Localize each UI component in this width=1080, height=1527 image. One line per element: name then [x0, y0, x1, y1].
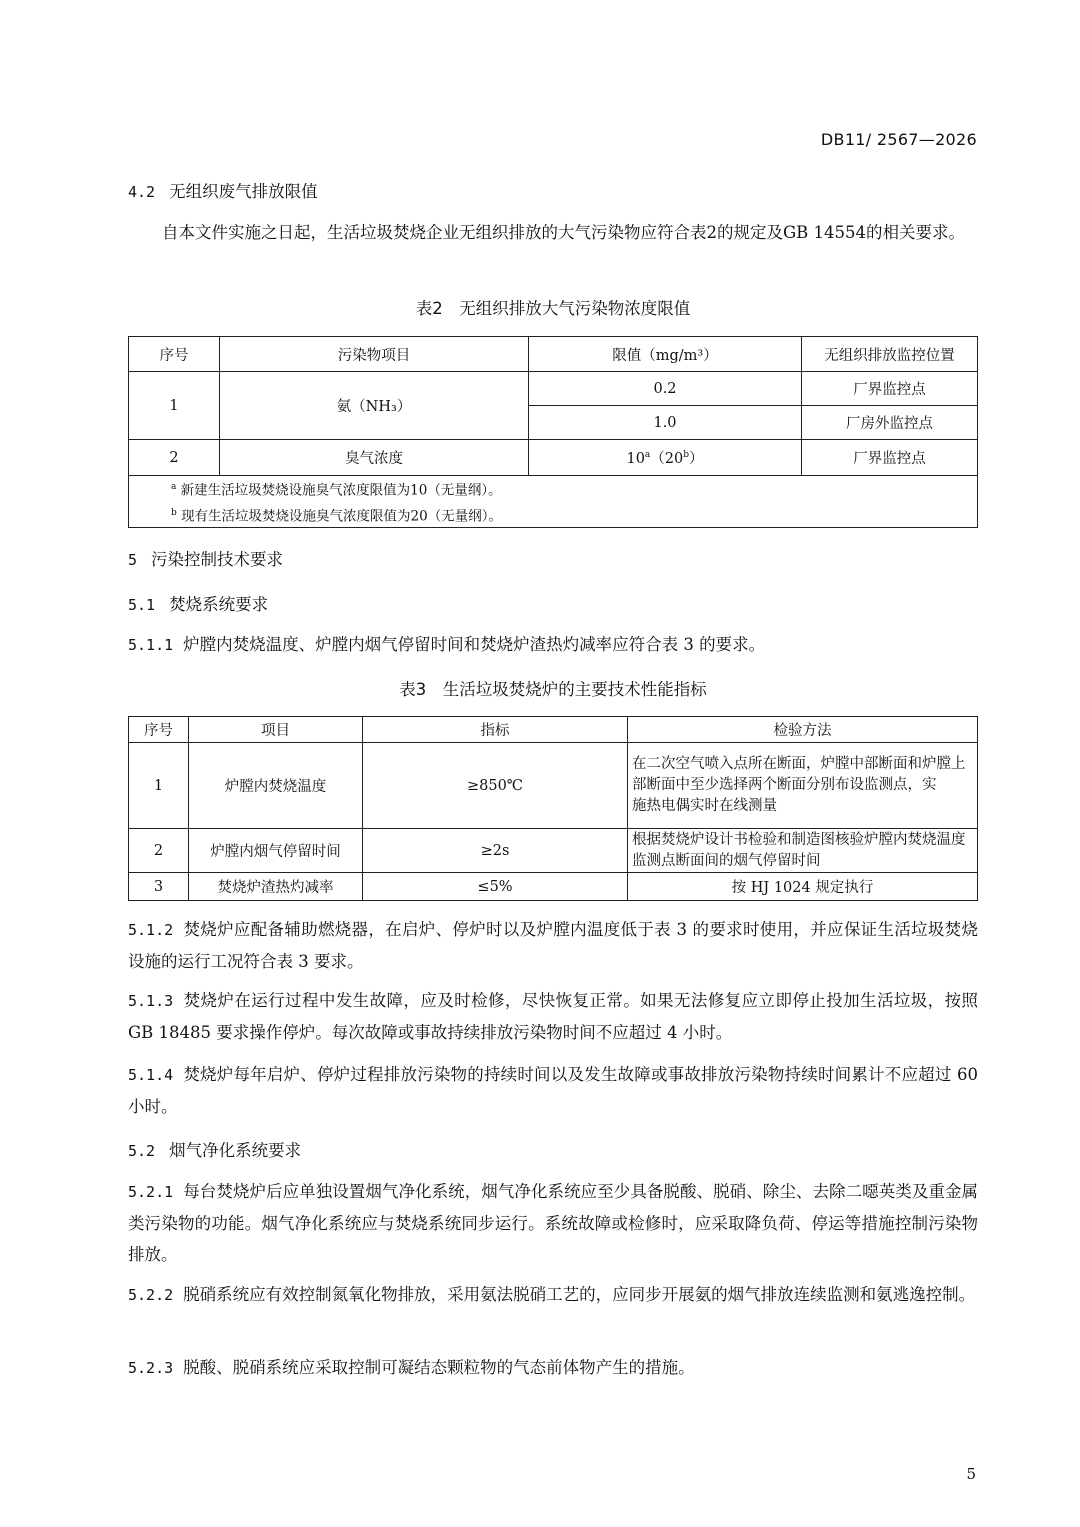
section-title: 焚烧系统要求 — [169, 595, 269, 614]
clause-text: 焚烧炉应配备辅助燃烧器，在启炉、停炉时以及炉膛内温度低于表 3 的要求时使用，并应保证生活垃圾焚烧设施的运行工况符合表 3 要求。 — [128, 920, 978, 971]
value-close: ） — [689, 451, 704, 467]
method-text-continued: 施热电偶实时在线测量 — [632, 798, 777, 814]
monitor-location: 厂界监控点 — [802, 440, 978, 476]
clause-text: 炉膛内焚烧温度、炉膛内烟气停留时间和焚烧炉渣热灼减率应符合表 3 的要求。 — [183, 635, 766, 654]
table-notes — [129, 476, 978, 528]
header-cell: 无组织排放监控位置 — [802, 337, 978, 372]
header-cell: 项目 — [189, 717, 363, 743]
clause-text: 每台焚烧炉后应单独设置烟气净化系统，烟气净化系统应至少具备脱酸、脱硝、除尘、去除二噁英类及重金属类污染物的功能。烟气净化系统应与焚烧系统同步运行。系统故障或检修时，应采取降负荷、停运等措施控制污染物排放。 — [128, 1182, 978, 1264]
table-row — [129, 873, 978, 901]
section-number: 5.1 — [128, 596, 156, 614]
clause-text: 脱酸、脱硝系统应采取控制可凝结态颗粒物的气态前体物产生的措施。 — [183, 1358, 695, 1377]
table-row — [129, 372, 978, 406]
value-a: 10 — [626, 451, 645, 467]
pollutant-name: 臭气浓度 — [220, 440, 529, 476]
indicator-value: ≤5% — [363, 873, 628, 901]
row-number: 1 — [129, 372, 220, 440]
clause-number: 5.2.2 — [128, 1286, 174, 1304]
item-name: 焚烧炉渣热灼减率 — [189, 873, 363, 901]
table-row — [129, 743, 978, 829]
header-cell: 序号 — [129, 337, 220, 372]
section-5-1-heading — [128, 591, 978, 615]
table-row — [129, 440, 978, 476]
note-a — [171, 476, 973, 502]
indicator-value: ≥850℃ — [363, 743, 628, 829]
monitor-location: 厂界监控点 — [802, 372, 978, 406]
limit-value — [529, 440, 802, 476]
table3 — [128, 716, 978, 901]
clause-text: 脱硝系统应有效控制氮氧化物排放，采用氨法脱硝工艺的，应同步开展氨的烟气排放连续监测和氨逃逸控制。 — [183, 1285, 976, 1304]
limit-value: 1.0 — [529, 406, 802, 440]
header-cell: 限值（mg/m³） — [529, 337, 802, 372]
section-title: 无组织废气排放限值 — [169, 182, 318, 201]
pollutant-name: 氨（NH₃） — [220, 372, 529, 440]
note-text: 现有生活垃圾焚烧设施臭气浓度限值为20（无量纲）。 — [181, 508, 502, 524]
item-name: 炉膛内烟气停留时间 — [189, 829, 363, 873]
section-5-heading — [128, 546, 978, 570]
table2-caption: 表2 无组织排放大气污染物浓度限值 — [415, 299, 691, 318]
clause-number: 5.1.4 — [128, 1066, 174, 1084]
section-5-2-heading — [128, 1137, 978, 1161]
header-cell: 污染物项目 — [220, 337, 529, 372]
page-number: 5 — [966, 1465, 976, 1483]
test-method: 根据焚烧炉设计书检验和制造图核验炉膛内焚烧温度监测点断面间的烟气停留时间 — [628, 829, 978, 873]
test-method — [628, 743, 978, 829]
section-title: 污染控制技术要求 — [151, 550, 284, 569]
row-number: 2 — [129, 440, 220, 476]
section-4-2-heading — [128, 178, 978, 202]
section-title: 烟气净化系统要求 — [169, 1141, 302, 1160]
header-cell: 指标 — [363, 717, 628, 743]
limit-value: 0.2 — [529, 372, 802, 406]
note-text: 新建生活垃圾焚烧设施臭气浓度限值为10（无量纲）。 — [180, 482, 502, 499]
clause-text: 焚烧炉在运行过程中发生故障，应及时检修，尽快恢复正常。如果无法修复应立即停止投加生活垃圾，按照 GB 18485 要求操作停炉。每次故障或事故持续排放污染物时间不应超过 4 小时。 — [128, 991, 978, 1042]
method-text: 在二次空气喷入点所在断面，炉膛中部断面和炉膛上部断面中至少选择两个断面分别布设监测点，实 — [632, 756, 966, 793]
document-id: DB11/ 2567—2026 — [820, 130, 977, 149]
section-4-2-paragraph: 自本文件实施之日起，生活垃圾焚烧企业无组织排放的大气污染物应符合表2的规定及GB 14554的相关要求。 — [162, 223, 966, 242]
section-number: 4.2 — [128, 183, 156, 201]
footnote-mark: b — [683, 450, 690, 461]
clause-5-2-2 — [128, 1279, 978, 1311]
clause-5-1-2 — [128, 914, 978, 977]
clause-number: 5.2.1 — [128, 1183, 174, 1201]
table-note-row — [129, 476, 978, 528]
clause-5-2-1 — [128, 1176, 978, 1270]
section-number: 5 — [128, 551, 138, 569]
footnote-mark: a — [171, 482, 177, 492]
test-method: 按 HJ 1024 规定执行 — [628, 873, 978, 901]
note-b — [171, 502, 973, 528]
row-number: 3 — [129, 873, 189, 901]
clause-text: 焚烧炉每年启炉、停炉过程排放污染物的持续时间以及发生故障或事故排放污染物持续时间累计不应超过 60 小时。 — [128, 1065, 978, 1116]
footnote-mark: a — [644, 450, 651, 461]
clause-5-1-3 — [128, 985, 978, 1048]
section-number: 5.2 — [128, 1142, 156, 1160]
clause-5-1-4 — [128, 1059, 978, 1122]
monitor-location: 厂房外监控点 — [802, 406, 978, 440]
clause-number: 5.1.2 — [128, 921, 174, 939]
header-cell: 检验方法 — [628, 717, 978, 743]
clause-number: 5.1.1 — [128, 636, 174, 654]
value-b: （20 — [650, 451, 684, 467]
table2 — [128, 336, 978, 528]
table-header-row — [129, 337, 978, 372]
footnote-mark: b — [171, 507, 177, 518]
header-cell: 序号 — [129, 717, 189, 743]
item-name: 炉膛内焚烧温度 — [189, 743, 363, 829]
table-row — [129, 829, 978, 873]
row-number: 1 — [129, 743, 189, 829]
clause-number: 5.2.3 — [128, 1359, 174, 1377]
indicator-value: ≥2s — [363, 829, 628, 873]
clause-5-1-1 — [128, 629, 978, 661]
clause-number: 5.1.3 — [128, 992, 174, 1010]
table-header-row — [129, 717, 978, 743]
clause-5-2-3 — [128, 1352, 978, 1384]
table3-caption: 表3 生活垃圾焚烧炉的主要技术性能指标 — [399, 680, 707, 699]
row-number: 2 — [129, 829, 189, 873]
